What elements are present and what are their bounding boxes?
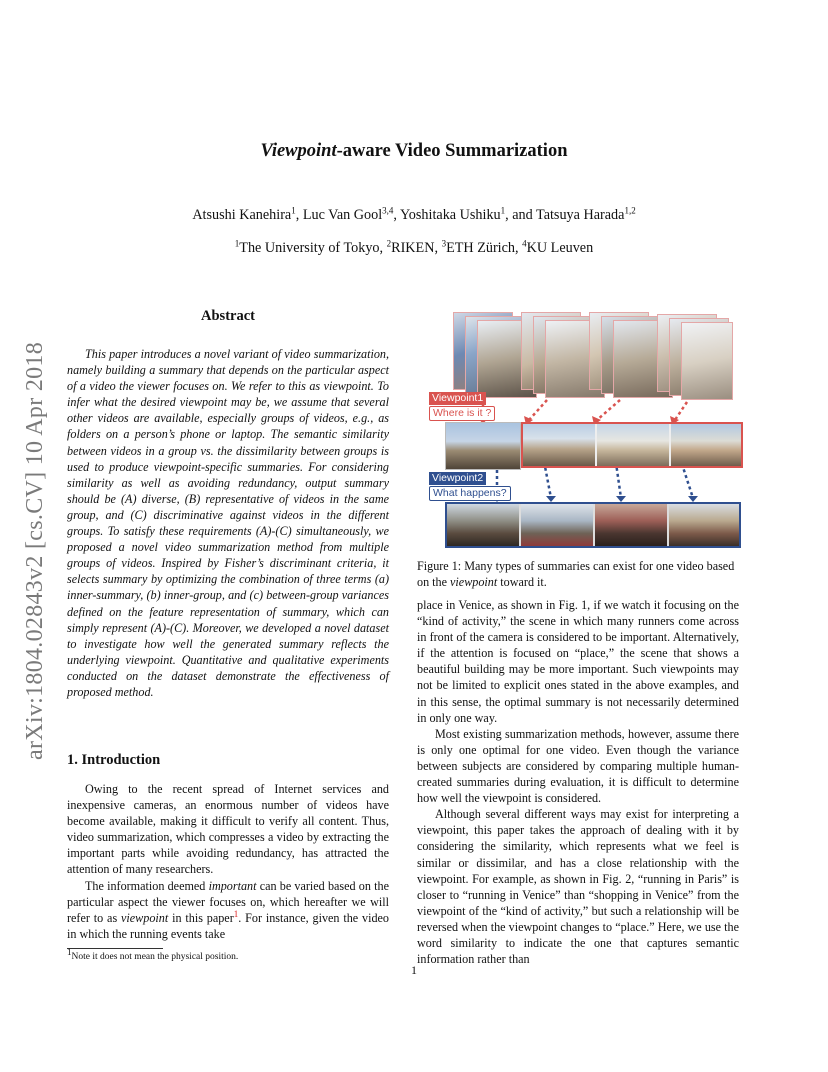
caption-text: Figure 1: Many types of summaries can exist for one video based on the — [417, 559, 735, 590]
abstract-text: This paper introduces a novel variant of video summarization, namely building a summary that depends on the particular aspect of a video the viewer focuses on. We refer to this as viewpoint. To infer what the desired viewpoint may be, we assume that several other videos are available, especially groups of videos, e.g., as folders on a person’s phone or laptop. The semantic similarity between videos in a group vs. the dissimilarity between groups is used to produce viewpoint-specific summaries. For considering similarity as well as avoiding redundancy, output summary should be (A) diverse, (B) representative of videos in the same group, and (C) discriminative against videos in the different groups. To satisfy these requirements (A)-(C) simultaneously, we proposed a novel video summarization method from multiple groups of videos. Inspired by Fisher’s discriminant criteria, it selects summary by optimizing the combination of three terms (a) inner-summary, (b) inner-group, and (c) between-group variances defined on the feature representation of summary, which can simply represent (A)-(C). Moreover, we developed a novel dataset to investigate how well the generated summary reflects the underlying viewpoint. Quantitative and qualitative experiments conducted on the dataset demonstrate the effectiveness of proposed method. — [67, 347, 389, 699]
author-separator: , and — [505, 207, 537, 223]
intro-paragraph-1: Owing to the recent spread of Internet services and inexpensive cameras, an enormous number of videos have become available, making it difficult to verify all content. Thus, video summarization, which compresses a video by extracting the important parts while avoiding redundancy, has attracted the attention of many researchers. — [67, 782, 389, 877]
author-affil-mark: 1 — [291, 205, 296, 216]
affil-separator: , — [379, 240, 387, 256]
figure-1 — [425, 310, 745, 550]
arxiv-watermark: arXiv:1804.02843v2 [cs.CV] 10 Apr 2018 — [22, 341, 48, 760]
intro-body — [67, 781, 389, 942]
footnote-rule — [67, 948, 163, 949]
affil-separator: , — [434, 240, 442, 256]
thumb — [523, 424, 595, 466]
viewpoint1-question: Where is it ? — [429, 406, 495, 421]
author-affil-mark: 3,4 — [382, 205, 394, 216]
viewpoint2-label: Viewpoint2 — [429, 472, 486, 485]
figure-caption — [417, 558, 739, 590]
thumb — [669, 504, 739, 546]
caption-italic: viewpoint — [450, 575, 498, 590]
affil-mark: 4 — [522, 238, 527, 249]
thumb — [595, 504, 667, 546]
intro-paragraph-2 — [67, 878, 389, 942]
right-paragraph-1: place in Venice, as shown in Fig. 1, if we watch it focusing on the “kind of activity,” the scene in which many runners come across in front of the camera is considered to be important. Alternatively, if the attention is focused on “place,” the scene that shows a beautiful building may be more important. Such viewpoints may not be limited to explicit ones stated in the above examples, and in this sense, the optimal summary is not necessarily determined in only one way. — [417, 598, 739, 725]
author-affil-mark: 1,2 — [624, 205, 636, 216]
footnote-mark: 1 — [67, 947, 72, 957]
right-paragraph-2: Most existing summarization methods, however, assume there is only one optimal for one video. Even though the variance between subjects are considered by comparing multiple human-created summaries during evaluation, it is difficult to determine how well the viewpoint is considered. — [417, 726, 739, 806]
affil-name: The University of Tokyo — [239, 240, 380, 256]
thumb — [447, 504, 519, 546]
affiliation-list — [0, 240, 828, 257]
affil-separator: , — [515, 240, 523, 256]
text-run: in this paper — [168, 910, 234, 925]
summary-strip-activity — [445, 502, 741, 548]
section-heading-introduction: 1. Introduction — [67, 752, 161, 768]
arrow-red — [675, 402, 687, 420]
page-number: 1 — [411, 963, 417, 977]
summary-frame-place — [445, 422, 521, 470]
footnote — [67, 947, 239, 963]
thumb — [671, 424, 743, 466]
text-run: can be varied based on the particular aspect the viewer focuses on, which hereafter we will refer to as — [67, 878, 389, 925]
text-run: The information deemed — [85, 878, 209, 893]
affil-mark: 3 — [441, 238, 447, 249]
right-column-body — [417, 597, 739, 967]
affil-mark: 1 — [234, 238, 240, 249]
thumb — [597, 424, 669, 466]
thumb — [521, 504, 593, 546]
right-paragraph-3: Although several different ways may exist for interpreting a viewpoint, this paper takes the approach of dealing with it by considering the similarity, which represents what we feel is similar or dissimilar, and has a close relationship with the viewpoint. For example, as shown in Fig. 2, “running in Paris” is closer to “running in Venice” than “shopping in Venice” from the viewpoint of the “kind of activity,” but such a relationship will be reversed when the viewpoint changes to “place.” Here, we use the word similarity to indicate the one that captures semantic information rather than — [417, 807, 739, 967]
author-separator: , — [393, 207, 400, 223]
paper-title — [0, 141, 828, 162]
author-separator: , — [295, 207, 303, 223]
emphasis-important: important — [208, 878, 257, 893]
affil-name: KU Leuven — [526, 240, 594, 256]
author-name: Atsushi Kanehira — [192, 207, 292, 223]
author-name: Yoshitaka Ushiku — [399, 207, 501, 223]
author-list — [0, 207, 828, 224]
author-name: Tatsuya Harada — [536, 207, 625, 223]
viewpoint1-label: Viewpoint1 — [429, 392, 486, 405]
caption-text: toward it. — [497, 575, 547, 590]
abstract-heading: Abstract — [201, 308, 255, 324]
footnote-text: Note it does not mean the physical position. — [71, 952, 239, 963]
viewpoint2-question: What happens? — [429, 486, 511, 501]
arrow-red — [597, 400, 620, 420]
emphasis-viewpoint: viewpoint — [121, 910, 169, 925]
author-affil-mark: 1 — [500, 205, 506, 216]
affil-name: RIKEN — [391, 240, 435, 256]
title-italic: Viewpoint — [260, 141, 337, 161]
text-run: . For instance, given the video in which the running events take — [67, 910, 389, 941]
arrow-red — [529, 400, 547, 420]
summary-strip-place — [521, 422, 743, 468]
title-rest: -aware Video Summarization — [336, 141, 568, 161]
affil-mark: 2 — [386, 238, 392, 249]
footnote-link[interactable]: 1 — [233, 908, 239, 919]
affil-name: ETH Zürich — [446, 240, 516, 256]
author-name: Luc Van Gool — [302, 207, 383, 223]
